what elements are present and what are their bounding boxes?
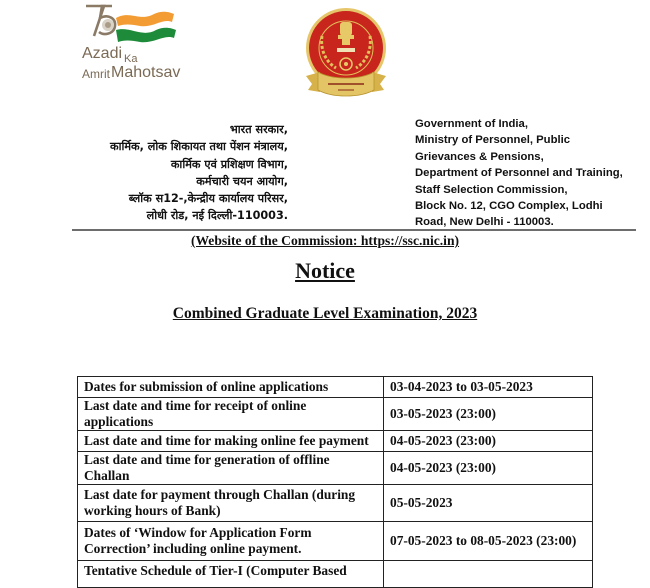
table-row [78, 398, 593, 431]
hindi-address-line: ब्लॉक स12-,केन्द्रीय कार्यालय परिसर, [128, 192, 288, 206]
english-address-line: Block No. 12, CGO Complex, Lodhi [415, 200, 603, 213]
english-address-line: Staff Selection Commission, [415, 183, 568, 196]
logo-text-ka: Ka [124, 53, 138, 65]
english-address-line: Ministry of Personnel, Public [415, 134, 571, 147]
logo-text-mahotsav: Mahotsav [111, 64, 181, 81]
schedule-label: Last date and time for making online fee payment [78, 431, 384, 452]
hindi-address-line: कार्मिक एवं प्रशिक्षण विभाग, [170, 157, 288, 171]
hindi-address-line: कर्मचारी चयन आयोग, [196, 174, 288, 188]
english-address-line: Department of Personnel and Training, [415, 167, 623, 180]
ssc-emblem [302, 6, 390, 106]
schedule-value: 04-05-2023 (23:00) [384, 431, 593, 452]
hindi-address-line: कार्मिक, लोक शिकायत तथा पेंशन मंत्रालय, [109, 140, 288, 154]
schedule-value: 04-05-2023 (23:00) [384, 452, 593, 485]
table-row [78, 561, 593, 588]
english-address-block [415, 116, 623, 231]
schedule-label: Last date and time for receipt of online applications [78, 398, 384, 431]
hindi-address-block [110, 121, 288, 225]
logo-line-1 [82, 44, 180, 63]
schedule-label: Dates of ‘Window for Application Form Correction’ including online payment. [78, 522, 384, 561]
header-divider [72, 229, 636, 231]
english-address-line: Government of India, [415, 118, 528, 130]
table-row [78, 431, 593, 452]
english-address-line: Grievances & Pensions, [415, 150, 544, 163]
azadi-logo-wordmark [82, 44, 180, 82]
schedule-value: 03-04-2023 to 03-05-2023 [384, 377, 593, 398]
hindi-address-line: लोधी रोड, नई दिल्ली-110003. [146, 209, 288, 223]
schedule-label: Dates for submission of online applications [78, 377, 384, 398]
logo-line-2 [82, 63, 180, 82]
schedule-value: 07-05-2023 to 08-05-2023 (23:00) [384, 522, 593, 561]
logo-text-azadi: Azadi [82, 45, 123, 62]
website-line[interactable]: (Website of the Commission: https://ssc.nic.in) [190, 233, 460, 248]
schedule-label: Last date for payment through Challan (during working hours of Bank) [78, 485, 384, 522]
schedule-label: Tentative Schedule of Tier-I (Computer Based [78, 561, 384, 588]
notice-title: Notice [295, 258, 355, 283]
table-row [78, 522, 593, 561]
schedule-value: 03-05-2023 (23:00) [384, 398, 593, 431]
logo-text-amrit: Amrit [82, 67, 110, 81]
schedule-table [77, 376, 593, 588]
hindi-address-line: भारत सरकार, [229, 123, 288, 136]
english-address-line: Road, New Delhi - 110003. [415, 216, 554, 229]
table-row [78, 377, 593, 398]
schedule-value [384, 561, 593, 588]
exam-title: Combined Graduate Level Examination, 2023 [172, 305, 478, 322]
azadi-ka-amrit-mahotsav-logo [82, 2, 207, 86]
table-row [78, 485, 593, 522]
table-row [78, 452, 593, 485]
azadi-flag-75-graphic [82, 2, 202, 44]
schedule-value: 05-05-2023 [384, 485, 593, 522]
schedule-label: Last date and time for generation of offline Challan [78, 452, 384, 485]
